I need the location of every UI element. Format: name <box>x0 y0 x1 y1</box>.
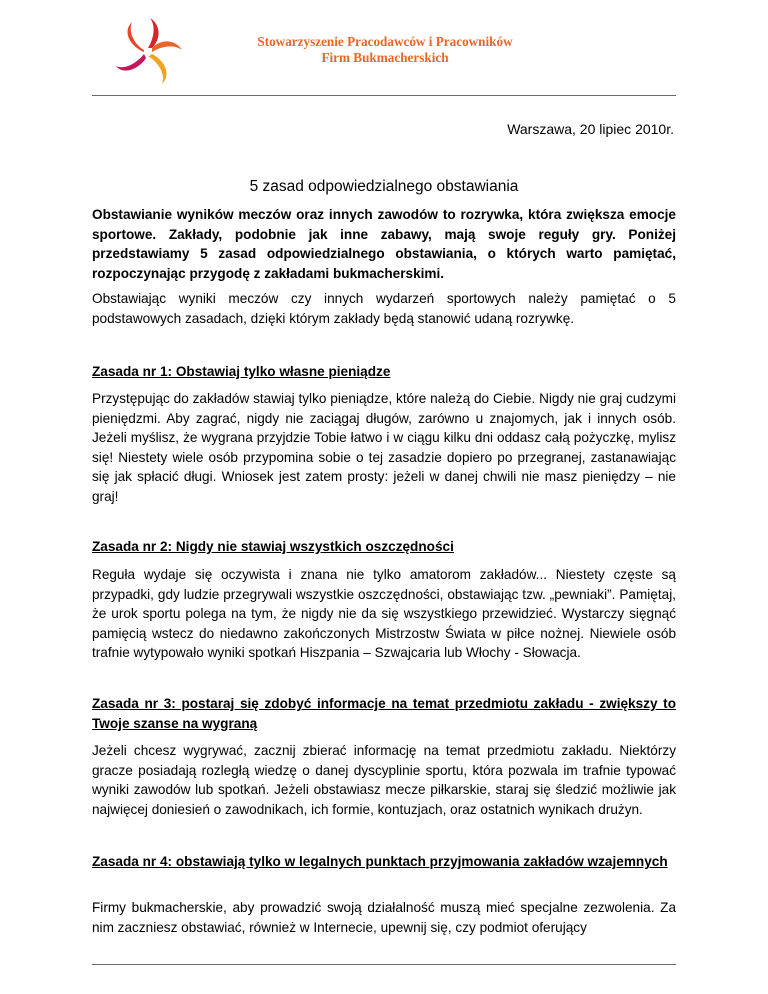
rule-4-body: Firmy bukmacherskie, aby prowadzić swoją działalność muszą mieć specjalne zezwolenia. Za nim zaczniesz obstawiać, również w Internecie, upewnij się, czy podmiot oferujący <box>92 900 676 935</box>
rule-1-heading: Zasada nr 1: Obstawiaj tylko własne pieniądze <box>92 364 391 379</box>
document-date: Warszawa, 20 lipiec 2010r. <box>507 121 674 137</box>
header-divider <box>92 95 676 96</box>
organization-logo-icon <box>112 16 184 88</box>
organization-name-line1: Stowarzyszenie Pracodawców i Pracowników <box>257 34 513 49</box>
footer-divider <box>92 964 676 965</box>
rule-1-body: Przystępując do zakładów stawiaj tylko pieniądze, które należą do Ciebie. Nigdy nie graj cudzymi pieniędzmi. Aby zagrać, nigdy nie zaciągaj długów, zarówno u znajomych, jak i innych osób. Jeżeli myślisz, że wygrana przyjdzie Tobie łatwo i w ciągu kilku dni oddasz całą pożyczkę, mylisz się! Niestety wiele osób przypomina sobie o tej zasadzie dopiero po przegranej, zastanawiając się jak spłacić długi. Wniosek jest zatem prosty: jeżeli w danej chwili nie masz pieniędzy – nie graj! <box>92 391 676 504</box>
organization-name-line2: Firm Bukmacherskich <box>321 50 449 65</box>
rule-3-body: Jeżeli chcesz wygrywać, zacznij zbierać informację na temat przedmiotu zakładu. Niektórzy gracze posiadają rozległą wiedzę o danej dyscyplinie sportu, która pozwala im trafnie typować wyniki zawodów lub spotkań. Jeżeli obstawiasz mecze piłkarskie, staraj się śledzić możliwie jak najwięcej doniesień o zawodnikach, ich formie, kontuzjach, oraz ostatnich wynikach drużyn. <box>92 743 676 817</box>
intro-bold-paragraph: Obstawianie wyników meczów oraz innych zawodów to rozrywka, która zwiększa emocje sportowe. Zakłady, podobnie jak inne zabawy, mają swoje reguły gry. Poniżej przedstawiamy 5 zasad odpowiedzialnego obstawiania, o których warto pamiętać, rozpoczynając przygodę z zakładami bukmacherskimi. <box>92 207 676 281</box>
rule-2-body: Reguła wydaje się oczywista i znana nie tylko amatorom zakładów... Niestety częste są przypadki, gdy ludzie przegrywali wszystkie oszczędności, obstawiając tzw. „pewniaki”. Pamiętaj, że urok sportu polega na tym, że nigdy nie da się wszystkiego przewidzieć. Wystarczy sięgnąć pamięcią wstecz do niedawno zakończonych Mistrzostw Świata w piłce nożnej. Niewiele osób trafnie wytypowało wyniki spotkań Hiszpania – Szwajcaria lub Włochy - Słowacja. <box>92 567 676 661</box>
rule-2-heading: Zasada nr 2: Nigdy nie stawiaj wszystkich oszczędności <box>92 539 454 554</box>
rule-3-heading: Zasada nr 3: postaraj się zdobyć informacje na temat przedmiotu zakładu - zwiększy to Twoje szanse na wygraną <box>92 696 676 731</box>
rule-4-heading: Zasada nr 4: obstawiają tylko w legalnych punktach przyjmowania zakładów wzajemnych <box>92 854 668 869</box>
document-title: 5 zasad odpowiedzialnego obstawiania <box>249 178 519 195</box>
organization-name <box>200 34 570 66</box>
intro-paragraph: Obstawiając wyniki meczów czy innych wydarzeń sportowych należy pamiętać o 5 podstawowych zasadach, dzięki którym zakłady będą stanowić udaną rozrywkę. <box>92 291 676 326</box>
